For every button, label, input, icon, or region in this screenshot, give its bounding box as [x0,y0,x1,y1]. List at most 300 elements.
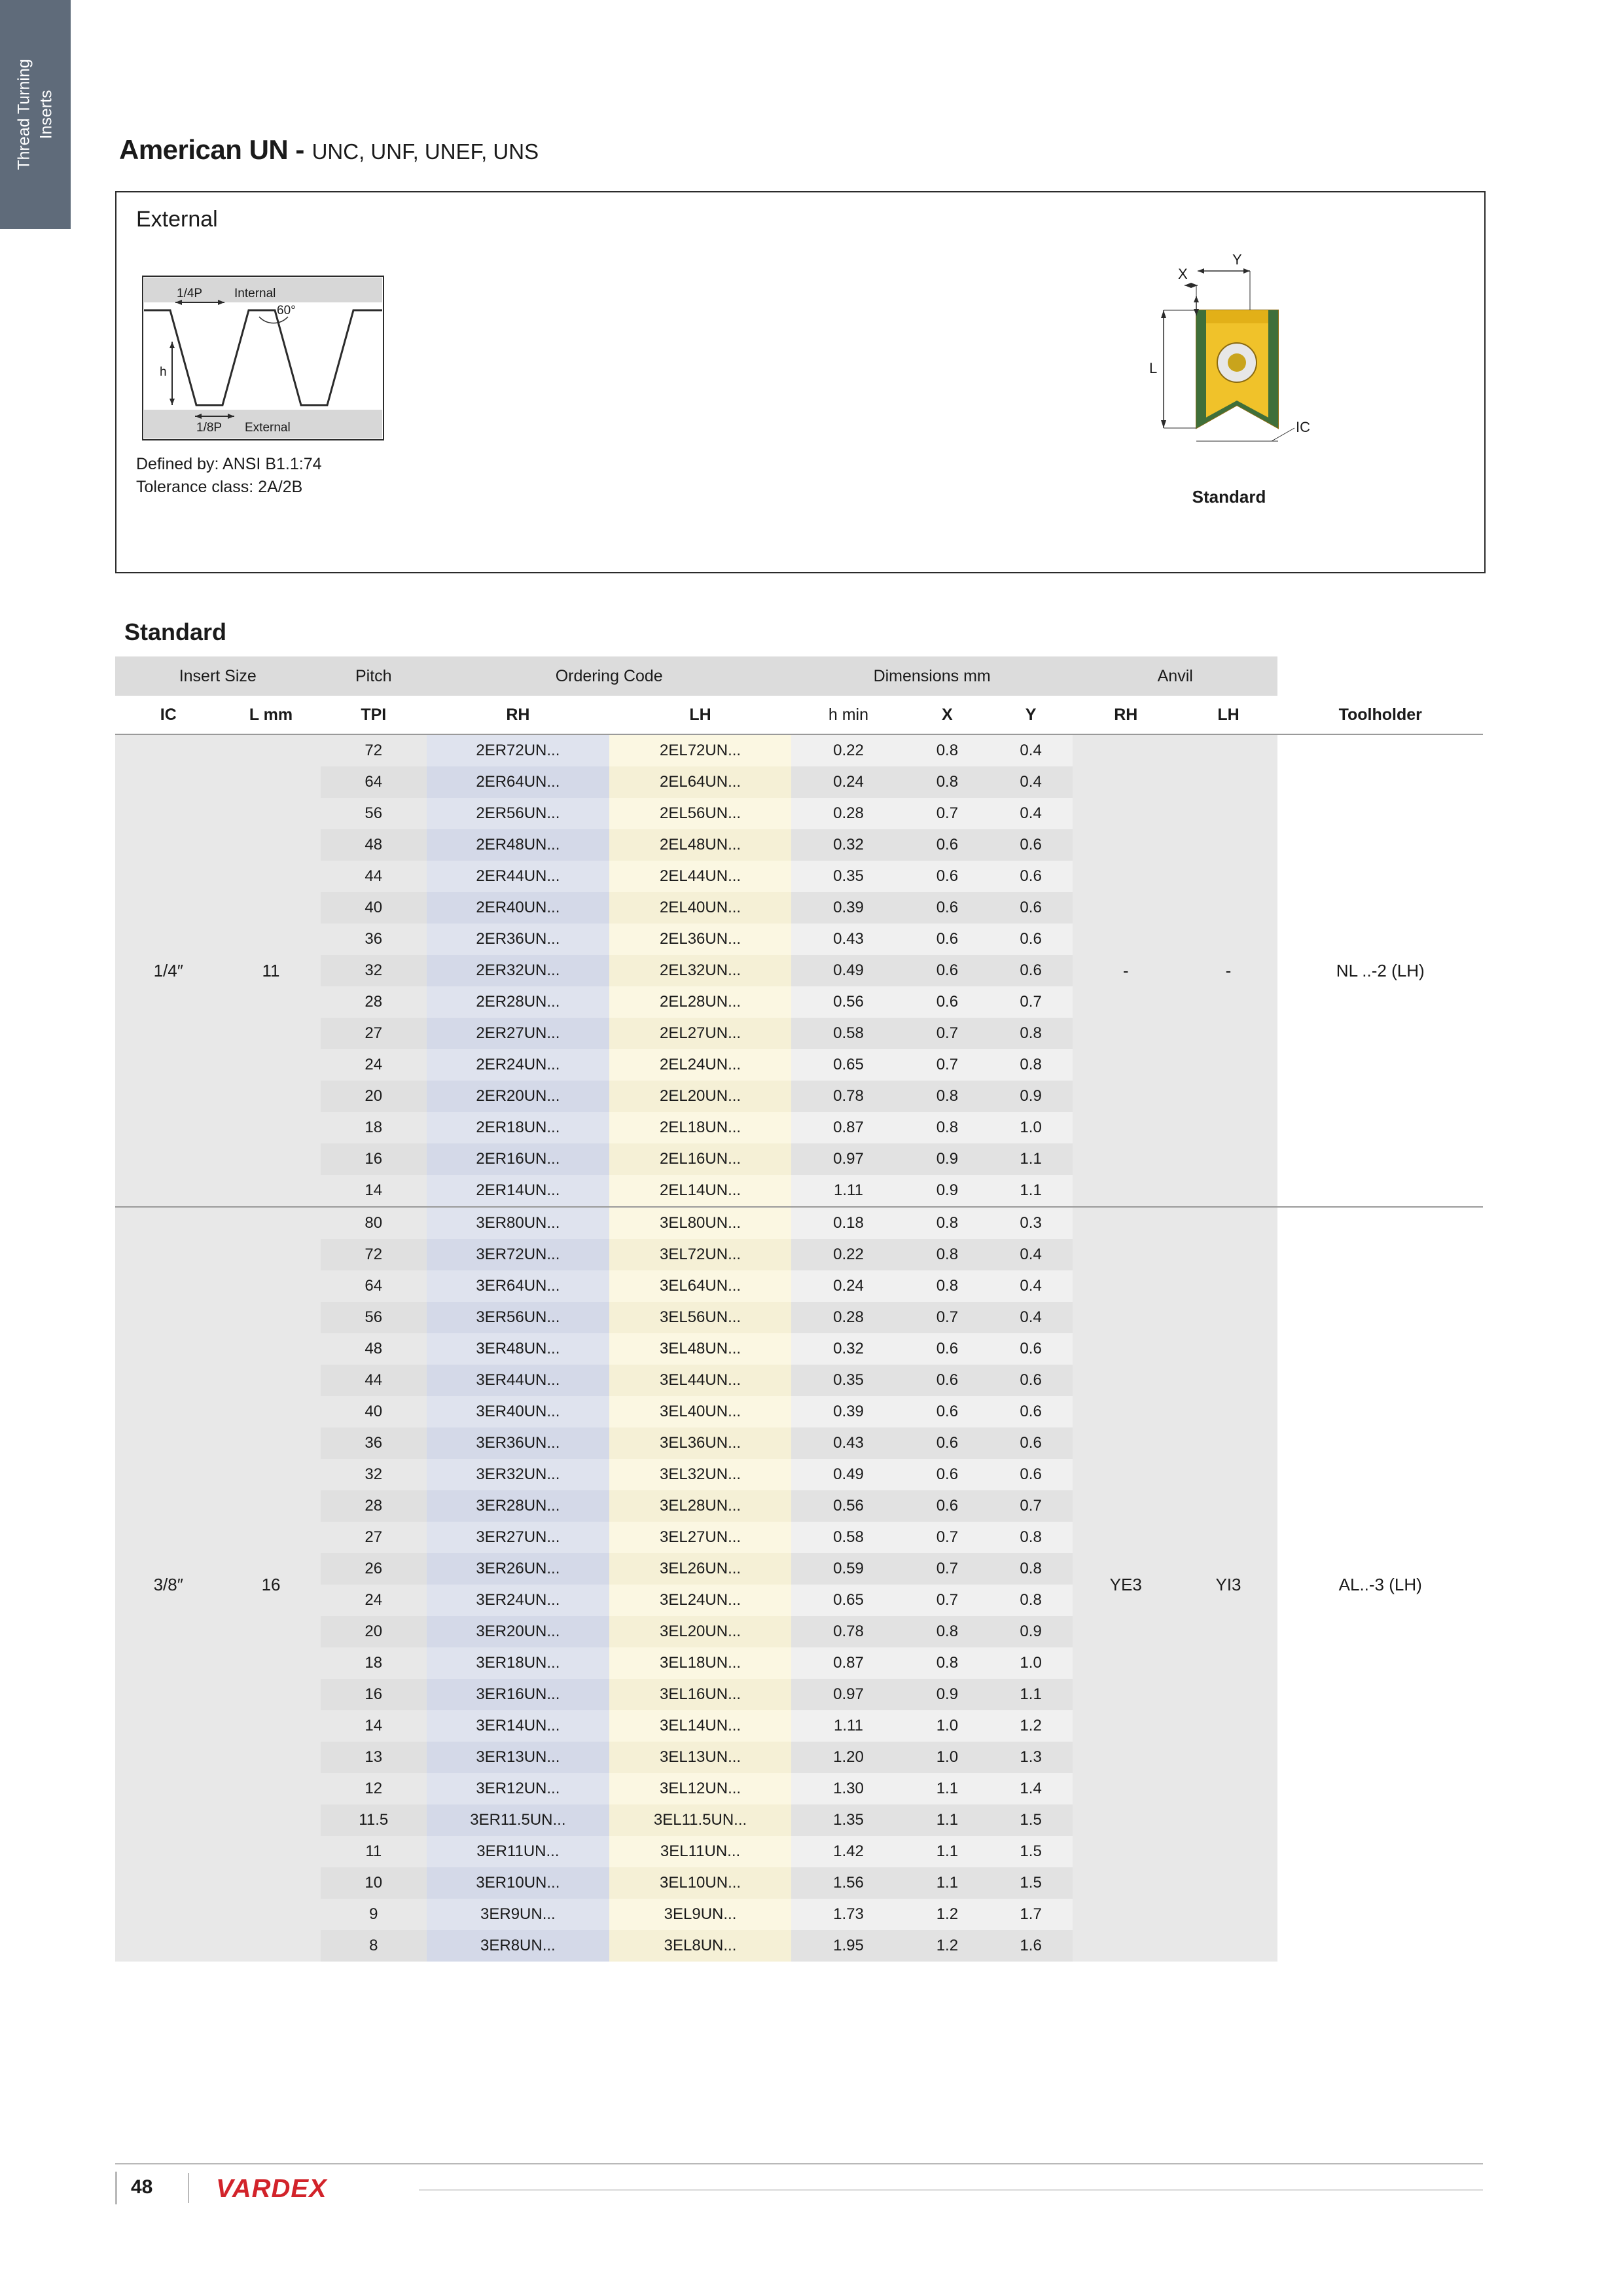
cell-tpi: 9 [321,1899,427,1930]
cell-h-min: 0.97 [791,1143,905,1175]
cell-h-min: 1.11 [791,1175,905,1207]
cell-x: 0.6 [906,1365,990,1396]
cell-y: 0.8 [989,1018,1073,1049]
cell-ordering-code-lh: 2EL28UN... [609,986,792,1018]
cell-h-min: 0.32 [791,829,905,861]
cell-h-min: 0.49 [791,1459,905,1490]
cell-y: 0.9 [989,1081,1073,1112]
cell-insert-ic: 1/4″ [115,734,222,1207]
cell-ordering-code-rh: 2ER64UN... [427,766,609,798]
cell-ordering-code-lh: 3EL27UN... [609,1522,792,1553]
cell-h-min: 0.24 [791,1270,905,1302]
cell-x: 1.2 [906,1930,990,1962]
cell-ordering-code-lh: 3EL11.5UN... [609,1804,792,1836]
cell-ordering-code-lh: 3EL36UN... [609,1427,792,1459]
cell-y: 0.6 [989,1459,1073,1490]
cell-h-min: 0.49 [791,955,905,986]
cell-ordering-code-lh: 3EL32UN... [609,1459,792,1490]
cell-ordering-code-rh: 3ER72UN... [427,1239,609,1270]
cell-ordering-code-rh: 2ER20UN... [427,1081,609,1112]
cell-ordering-code-rh: 3ER27UN... [427,1522,609,1553]
cell-ordering-code-lh: 2EL14UN... [609,1175,792,1207]
cell-h-min: 0.87 [791,1112,905,1143]
cell-y: 0.6 [989,829,1073,861]
cell-y: 1.5 [989,1836,1073,1867]
cell-y: 0.6 [989,955,1073,986]
cell-ordering-code-lh: 2EL72UN... [609,734,792,766]
cell-ordering-code-rh: 2ER24UN... [427,1049,609,1081]
svg-text:1/4P: 1/4P [177,287,203,300]
cell-tpi: 14 [321,1710,427,1742]
cell-y: 1.0 [989,1647,1073,1679]
cell-tpi: 48 [321,1333,427,1365]
section-tab-label [13,59,58,170]
cell-y: 0.4 [989,1302,1073,1333]
cell-tpi: 26 [321,1553,427,1585]
cell-y: 0.8 [989,1553,1073,1585]
cell-ordering-code-rh: 3ER11UN... [427,1836,609,1867]
cell-y: 1.7 [989,1899,1073,1930]
cell-ordering-code-rh: 3ER18UN... [427,1647,609,1679]
group-dimensions: Dimensions mm [791,656,1073,696]
cell-x: 0.9 [906,1175,990,1207]
cell-ordering-code-lh: 3EL14UN... [609,1710,792,1742]
cell-h-min: 1.95 [791,1930,905,1962]
cell-h-min: 0.65 [791,1049,905,1081]
cell-y: 1.6 [989,1930,1073,1962]
cell-x: 0.6 [906,1459,990,1490]
cell-tpi: 14 [321,1175,427,1207]
col-anvil-rh: RH [1073,696,1179,734]
cell-ordering-code-rh: 3ER9UN... [427,1899,609,1930]
col-h-min: h min [791,696,905,734]
cell-tpi: 40 [321,1396,427,1427]
group-ordering-code: Ordering Code [427,656,791,696]
cell-tpi: 18 [321,1112,427,1143]
cell-y: 0.6 [989,924,1073,955]
cell-ordering-code-rh: 2ER27UN... [427,1018,609,1049]
svg-text:60°: 60° [277,304,296,317]
cell-tpi: 18 [321,1647,427,1679]
cell-x: 0.6 [906,924,990,955]
cell-ordering-code-rh: 3ER64UN... [427,1270,609,1302]
cell-x: 0.6 [906,829,990,861]
page-title-main: American UN - [119,134,304,165]
col-toolholder: Toolholder [1277,696,1483,734]
cell-ordering-code-rh: 3ER10UN... [427,1867,609,1899]
cell-insert-l: 16 [222,1207,321,1962]
cell-ordering-code-lh: 2EL48UN... [609,829,792,861]
cell-toolholder: AL..-3 (LH) [1277,1207,1483,1962]
cell-ordering-code-lh: 3EL18UN... [609,1647,792,1679]
cell-h-min: 0.97 [791,1679,905,1710]
cell-ordering-code-rh: 3ER80UN... [427,1207,609,1239]
cell-x: 0.7 [906,1585,990,1616]
cell-x: 0.6 [906,1333,990,1365]
cell-ordering-code-rh: 2ER48UN... [427,829,609,861]
cell-y: 0.6 [989,1427,1073,1459]
standard-specification-table [115,656,1483,1962]
cell-tpi: 11 [321,1836,427,1867]
cell-y: 0.4 [989,1270,1073,1302]
cell-ordering-code-lh: 2EL64UN... [609,766,792,798]
cell-tpi: 24 [321,1049,427,1081]
cell-h-min: 0.56 [791,1490,905,1522]
cell-tpi: 44 [321,1365,427,1396]
cell-ordering-code-rh: 3ER28UN... [427,1490,609,1522]
cell-tpi: 10 [321,1867,427,1899]
cell-ordering-code-rh: 3ER8UN... [427,1930,609,1962]
cell-tpi: 40 [321,892,427,924]
standard-reference [136,453,322,499]
cell-tpi: 80 [321,1207,427,1239]
brand-logo: VARDEX [216,2174,327,2203]
cell-ordering-code-rh: 2ER14UN... [427,1175,609,1207]
cell-ordering-code-lh: 3EL20UN... [609,1616,792,1647]
group-empty [1277,656,1483,696]
cell-x: 0.6 [906,1427,990,1459]
section-tab [0,0,71,229]
cell-tpi: 28 [321,1490,427,1522]
cell-ordering-code-rh: 2ER44UN... [427,861,609,892]
cell-y: 0.4 [989,1239,1073,1270]
cell-ordering-code-rh: 2ER56UN... [427,798,609,829]
cell-x: 0.8 [906,1647,990,1679]
cell-tpi: 27 [321,1522,427,1553]
col-ic: IC [115,696,222,734]
cell-insert-l: 11 [222,734,321,1207]
cell-ordering-code-lh: 3EL12UN... [609,1773,792,1804]
cell-y: 1.4 [989,1773,1073,1804]
cell-y: 1.1 [989,1175,1073,1207]
cell-y: 0.6 [989,1333,1073,1365]
external-panel [115,191,1486,573]
svg-text:External: External [245,421,291,435]
cell-ordering-code-lh: 2EL36UN... [609,924,792,955]
cell-ordering-code-rh: 2ER36UN... [427,924,609,955]
col-anvil-lh: LH [1179,696,1278,734]
cell-x: 1.1 [906,1773,990,1804]
cell-ordering-code-lh: 3EL56UN... [609,1302,792,1333]
cell-y: 0.6 [989,861,1073,892]
cell-x: 0.9 [906,1143,990,1175]
col-rh-code: RH [427,696,609,734]
footer-rule [115,2163,1483,2164]
footer-right-line [419,2189,1483,2191]
cell-ordering-code-rh: 3ER11.5UN... [427,1804,609,1836]
svg-text:Internal: Internal [234,287,276,300]
col-tpi: TPI [321,696,427,734]
cell-h-min: 0.43 [791,924,905,955]
cell-h-min: 0.39 [791,1396,905,1427]
cell-y: 0.4 [989,734,1073,766]
cell-ordering-code-lh: 3EL16UN... [609,1679,792,1710]
table-group-header-row [115,656,1483,696]
cell-ordering-code-rh: 3ER44UN... [427,1365,609,1396]
cell-y: 0.8 [989,1522,1073,1553]
cell-h-min: 1.56 [791,1867,905,1899]
cell-ordering-code-rh: 2ER16UN... [427,1143,609,1175]
cell-toolholder: NL ..-2 (LH) [1277,734,1483,1207]
cell-tpi: 24 [321,1585,427,1616]
cell-ordering-code-rh: 3ER48UN... [427,1333,609,1365]
cell-h-min: 0.65 [791,1585,905,1616]
cell-ordering-code-lh: 3EL40UN... [609,1396,792,1427]
cell-ordering-code-rh: 3ER16UN... [427,1679,609,1710]
svg-text:L: L [1149,360,1158,376]
cell-tpi: 16 [321,1143,427,1175]
cell-h-min: 0.78 [791,1081,905,1112]
insert-diagram-caption: Standard [1192,487,1266,507]
cell-y: 1.1 [989,1143,1073,1175]
cell-tpi: 13 [321,1742,427,1773]
cell-ordering-code-lh: 3EL80UN... [609,1207,792,1239]
cell-y: 0.6 [989,1365,1073,1396]
svg-text:IC: IC [1296,419,1310,435]
cell-tpi: 56 [321,798,427,829]
cell-x: 0.6 [906,1396,990,1427]
cell-x: 0.7 [906,1049,990,1081]
cell-ordering-code-rh: 3ER36UN... [427,1427,609,1459]
cell-x: 0.6 [906,986,990,1018]
cell-h-min: 0.39 [791,892,905,924]
cell-ordering-code-rh: 2ER18UN... [427,1112,609,1143]
cell-anvil-lh: - [1179,734,1278,1207]
cell-tpi: 11.5 [321,1804,427,1836]
cell-ordering-code-rh: 3ER13UN... [427,1742,609,1773]
cell-tpi: 20 [321,1616,427,1647]
svg-text:h: h [160,365,167,379]
cell-y: 0.4 [989,766,1073,798]
col-lh-code: LH [609,696,792,734]
cell-x: 0.8 [906,1616,990,1647]
cell-ordering-code-lh: 3EL72UN... [609,1239,792,1270]
cell-x: 0.8 [906,734,990,766]
cell-x: 1.1 [906,1804,990,1836]
footer-divider [188,2173,189,2203]
cell-x: 0.7 [906,798,990,829]
tolerance-class-text: Tolerance class: 2A/2B [136,478,303,496]
cell-y: 1.3 [989,1742,1073,1773]
cell-ordering-code-rh: 2ER28UN... [427,986,609,1018]
cell-y: 0.3 [989,1207,1073,1239]
cell-h-min: 0.28 [791,1302,905,1333]
section-tab-line1: Thread Turning [14,59,33,170]
cell-x: 0.7 [906,1553,990,1585]
cell-x: 0.8 [906,1112,990,1143]
cell-ordering-code-lh: 3EL44UN... [609,1365,792,1396]
cell-tpi: 56 [321,1302,427,1333]
defined-by-text: Defined by: ANSI B1.1:74 [136,455,322,473]
cell-h-min: 0.18 [791,1207,905,1239]
cell-x: 1.1 [906,1836,990,1867]
cell-ordering-code-lh: 3EL11UN... [609,1836,792,1867]
table-row [115,734,1483,766]
cell-ordering-code-rh: 3ER12UN... [427,1773,609,1804]
cell-x: 0.8 [906,1270,990,1302]
cell-tpi: 8 [321,1930,427,1962]
col-x: X [906,696,990,734]
cell-ordering-code-lh: 3EL26UN... [609,1553,792,1585]
insert-dimension-diagram [1098,245,1360,520]
cell-h-min: 1.30 [791,1773,905,1804]
cell-x: 0.7 [906,1302,990,1333]
page-title-sub: UNC, UNF, UNEF, UNS [312,139,539,164]
cell-y: 0.7 [989,986,1073,1018]
cell-h-min: 0.78 [791,1616,905,1647]
group-anvil: Anvil [1073,656,1277,696]
cell-ordering-code-lh: 3EL48UN... [609,1333,792,1365]
svg-text:1/8P: 1/8P [196,421,223,435]
col-l: L mm [222,696,321,734]
cell-h-min: 1.73 [791,1899,905,1930]
cell-x: 1.0 [906,1742,990,1773]
cell-ordering-code-rh: 3ER26UN... [427,1553,609,1585]
cell-ordering-code-rh: 3ER40UN... [427,1396,609,1427]
cell-h-min: 0.58 [791,1522,905,1553]
table-header-row [115,696,1483,734]
cell-tpi: 27 [321,1018,427,1049]
cell-y: 0.7 [989,1490,1073,1522]
cell-ordering-code-lh: 2EL27UN... [609,1018,792,1049]
cell-y: 0.8 [989,1585,1073,1616]
cell-y: 0.9 [989,1616,1073,1647]
cell-tpi: 28 [321,986,427,1018]
cell-y: 1.5 [989,1804,1073,1836]
cell-x: 0.6 [906,1490,990,1522]
cell-x: 0.8 [906,1239,990,1270]
cell-y: 0.6 [989,892,1073,924]
cell-ordering-code-rh: 3ER32UN... [427,1459,609,1490]
cell-x: 0.8 [906,1081,990,1112]
cell-anvil-rh: YE3 [1073,1207,1179,1962]
cell-h-min: 0.32 [791,1333,905,1365]
cell-x: 0.6 [906,892,990,924]
cell-ordering-code-rh: 3ER14UN... [427,1710,609,1742]
cell-h-min: 0.59 [791,1553,905,1585]
cell-anvil-lh: YI3 [1179,1207,1278,1962]
cell-ordering-code-rh: 3ER24UN... [427,1585,609,1616]
section-tab-line2: Inserts [37,90,55,139]
cell-ordering-code-lh: 2EL32UN... [609,955,792,986]
cell-x: 0.6 [906,955,990,986]
cell-h-min: 0.24 [791,766,905,798]
cell-x: 0.7 [906,1018,990,1049]
cell-ordering-code-rh: 2ER32UN... [427,955,609,986]
cell-ordering-code-rh: 3ER56UN... [427,1302,609,1333]
cell-tpi: 36 [321,1427,427,1459]
cell-h-min: 1.11 [791,1710,905,1742]
cell-y: 1.5 [989,1867,1073,1899]
cell-ordering-code-lh: 2EL16UN... [609,1143,792,1175]
cell-ordering-code-lh: 2EL44UN... [609,861,792,892]
cell-y: 0.4 [989,798,1073,829]
cell-ordering-code-lh: 3EL13UN... [609,1742,792,1773]
cell-h-min: 1.35 [791,1804,905,1836]
cell-tpi: 20 [321,1081,427,1112]
group-insert-size: Insert Size [115,656,321,696]
cell-y: 0.8 [989,1049,1073,1081]
cell-h-min: 0.58 [791,1018,905,1049]
cell-ordering-code-lh: 3EL10UN... [609,1867,792,1899]
cell-y: 1.0 [989,1112,1073,1143]
cell-x: 0.8 [906,766,990,798]
cell-x: 1.2 [906,1899,990,1930]
cell-h-min: 0.35 [791,861,905,892]
thread-profile-diagram [136,271,391,444]
page-number: 48 [131,2176,153,2198]
page-title [119,134,539,166]
cell-h-min: 1.42 [791,1836,905,1867]
cell-insert-ic: 3/8″ [115,1207,222,1962]
table-body [115,734,1483,1962]
cell-ordering-code-lh: 2EL56UN... [609,798,792,829]
cell-tpi: 16 [321,1679,427,1710]
cell-y: 0.6 [989,1396,1073,1427]
cell-x: 0.6 [906,861,990,892]
cell-ordering-code-lh: 3EL8UN... [609,1930,792,1962]
cell-tpi: 64 [321,766,427,798]
cell-tpi: 32 [321,955,427,986]
cell-tpi: 12 [321,1773,427,1804]
cell-h-min: 0.35 [791,1365,905,1396]
cell-x: 0.8 [906,1207,990,1239]
cell-ordering-code-lh: 2EL40UN... [609,892,792,924]
cell-ordering-code-lh: 2EL18UN... [609,1112,792,1143]
cell-tpi: 36 [321,924,427,955]
cell-h-min: 0.87 [791,1647,905,1679]
cell-ordering-code-lh: 3EL28UN... [609,1490,792,1522]
cell-x: 0.9 [906,1679,990,1710]
cell-h-min: 0.28 [791,798,905,829]
cell-h-min: 0.56 [791,986,905,1018]
group-pitch: Pitch [321,656,427,696]
cell-y: 1.2 [989,1710,1073,1742]
cell-h-min: 0.22 [791,734,905,766]
cell-tpi: 32 [321,1459,427,1490]
cell-tpi: 64 [321,1270,427,1302]
svg-text:X: X [1178,266,1188,282]
external-panel-title: External [136,207,218,232]
cell-tpi: 72 [321,1239,427,1270]
cell-anvil-rh: - [1073,734,1179,1207]
cell-h-min: 0.43 [791,1427,905,1459]
cell-ordering-code-lh: 2EL24UN... [609,1049,792,1081]
cell-h-min: 1.20 [791,1742,905,1773]
cell-ordering-code-lh: 3EL24UN... [609,1585,792,1616]
cell-y: 1.1 [989,1679,1073,1710]
cell-ordering-code-rh: 3ER20UN... [427,1616,609,1647]
cell-tpi: 48 [321,829,427,861]
cell-x: 1.0 [906,1710,990,1742]
cell-tpi: 72 [321,734,427,766]
cell-tpi: 44 [321,861,427,892]
cell-h-min: 0.22 [791,1239,905,1270]
svg-text:Y: Y [1232,251,1242,268]
cell-x: 0.7 [906,1522,990,1553]
footer-left-bar [115,2172,117,2204]
cell-ordering-code-rh: 2ER72UN... [427,734,609,766]
cell-ordering-code-lh: 3EL9UN... [609,1899,792,1930]
spec-table [115,656,1483,1962]
cell-ordering-code-lh: 3EL64UN... [609,1270,792,1302]
standard-section-heading: Standard [124,619,227,645]
cell-ordering-code-rh: 2ER40UN... [427,892,609,924]
col-y: Y [989,696,1073,734]
cell-x: 1.1 [906,1867,990,1899]
cell-ordering-code-lh: 2EL20UN... [609,1081,792,1112]
table-row [115,1207,1483,1239]
